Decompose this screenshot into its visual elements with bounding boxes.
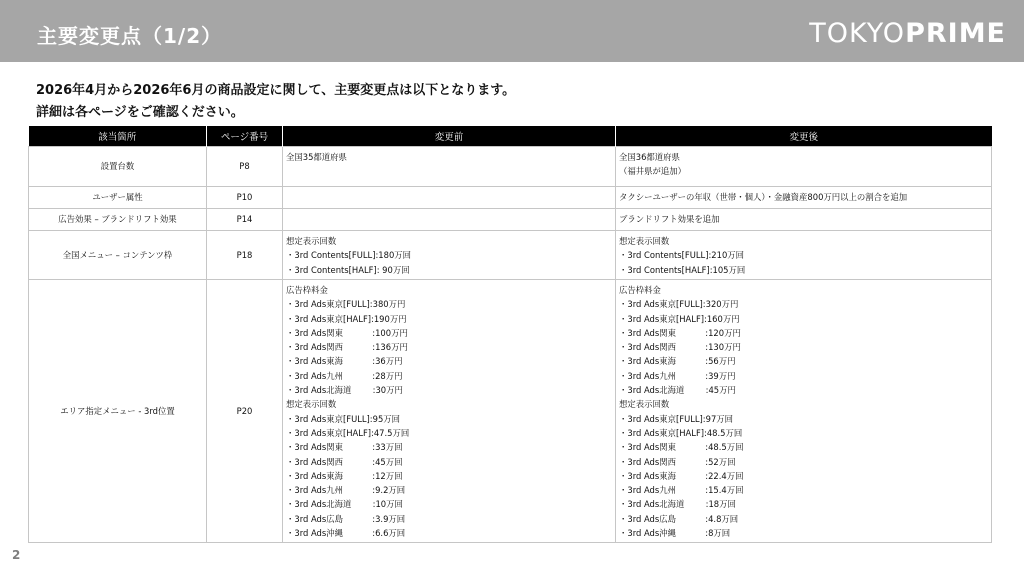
- cell-line: ブランドリフト効果を追加: [619, 214, 720, 224]
- cell-line: ・3rd Ads東京[HALF]:47.5万回: [286, 427, 410, 438]
- table-row: [29, 209, 992, 231]
- logo-part-tokyo: TOKYO: [809, 18, 906, 49]
- cell-before: [283, 187, 616, 209]
- cell-before: [283, 147, 616, 187]
- cell-line: 広告枠料金: [286, 285, 328, 295]
- cell-line: ・3rd Ads東海 :12万回: [286, 470, 403, 481]
- slide-header: [0, 0, 1024, 62]
- header-before: 変更前: [283, 126, 616, 147]
- page-number: 2: [12, 548, 21, 562]
- cell-line: ・3rd Ads関西 :45万回: [286, 456, 403, 467]
- cell-line: 全国36都道府県: [619, 152, 680, 162]
- cell-line: ・3rd Ads北海道 :30万円: [286, 385, 403, 396]
- cell-line: ・3rd Ads関東 :100万円: [286, 327, 408, 338]
- cell-before: [283, 209, 616, 231]
- cell-after: [616, 280, 992, 543]
- cell-line: ・3rd Ads東京[HALF]:190万円: [286, 313, 407, 324]
- cell-line: ・3rd Ads東京[FULL]:95万回: [286, 413, 401, 424]
- cell-after: [616, 187, 992, 209]
- cell-line: ・3rd Contents[HALF]:105万回: [619, 264, 746, 275]
- changes-table: [28, 126, 992, 543]
- cell-category: 広告効果 – ブランドリフト効果: [29, 209, 207, 231]
- cell-category: ユーザー属性: [29, 187, 207, 209]
- cell-line: ・3rd Ads北海道 :18万回: [619, 499, 736, 510]
- cell-line: （福井県が追加）: [619, 166, 686, 177]
- cell-page: P10: [207, 187, 283, 209]
- cell-line: 想定表示回数: [286, 236, 337, 246]
- cell-line: ・3rd Ads九州 :15.4万回: [619, 485, 744, 496]
- cell-line: ・3rd Contents[FULL]:180万回: [286, 250, 412, 261]
- header-after: 変更後: [616, 126, 992, 147]
- brand-logo: [809, 20, 1006, 47]
- cell-line: ・3rd Ads関東 :48.5万回: [619, 442, 744, 453]
- logo-part-prime: PRIME: [905, 18, 1006, 49]
- cell-category: 設置台数: [29, 147, 207, 187]
- cell-page: P14: [207, 209, 283, 231]
- cell-line: ・3rd Contents[FULL]:210万回: [619, 250, 745, 261]
- cell-line: 全国35都道府県: [286, 152, 347, 162]
- cell-line: ・3rd Ads北海道 :10万回: [286, 499, 403, 510]
- cell-after: [616, 209, 992, 231]
- intro-text: [36, 80, 515, 124]
- cell-line: ・3rd Ads東京[HALF]:160万円: [619, 313, 740, 324]
- cell-before: [283, 231, 616, 280]
- cell-page: P20: [207, 280, 283, 543]
- cell-line: ・3rd Contents[HALF]: 90万回: [286, 264, 410, 275]
- cell-line: ・3rd Ads東京[HALF]:48.5万回: [619, 427, 743, 438]
- cell-line: ・3rd Ads東京[FULL]:320万円: [619, 299, 739, 310]
- cell-category: エリア指定メニュー - 3rd位置: [29, 280, 207, 543]
- slide-title: 主要変更点（1/2）: [37, 24, 223, 48]
- cell-page: P8: [207, 147, 283, 187]
- cell-line: ・3rd Ads北海道 :45万円: [619, 385, 736, 396]
- cell-line: 想定表示回数: [619, 399, 670, 410]
- cell-category: 全国メニュー – コンテンツ枠: [29, 231, 207, 280]
- intro-line-1: 2026年4月から2026年6月の商品設定に関して、主要変更点は以下となります。: [36, 83, 516, 98]
- cell-line: 広告枠料金: [619, 285, 661, 295]
- cell-line: ・3rd Ads東海 :56万円: [619, 356, 736, 367]
- cell-line: ・3rd Ads関西 :136万円: [286, 342, 408, 353]
- cell-line: ・3rd Ads沖縄 :8万回: [619, 528, 731, 539]
- intro-line-2: 詳細は各ページをご確認ください。: [36, 105, 244, 120]
- table-row: [29, 147, 992, 187]
- cell-line: ・3rd Ads東京[FULL]:380万円: [286, 299, 406, 310]
- cell-line: ・3rd Ads九州 :9.2万回: [286, 485, 406, 496]
- header-location: 該当箇所: [29, 126, 207, 147]
- cell-line: ・3rd Ads東海 :22.4万回: [619, 470, 744, 481]
- cell-page: P18: [207, 231, 283, 280]
- cell-after: [616, 147, 992, 187]
- header-page-number: ページ番号: [207, 126, 283, 147]
- cell-line: ・3rd Ads沖縄 :6.6万回: [286, 528, 406, 539]
- table-row: [29, 280, 992, 543]
- table-row: [29, 187, 992, 209]
- cell-line: ・3rd Ads関東 :120万円: [619, 327, 741, 338]
- cell-line: ・3rd Ads関西 :52万回: [619, 456, 736, 467]
- cell-line: ・3rd Ads東京[FULL]:97万回: [619, 413, 734, 424]
- cell-line: ・3rd Ads東海 :36万円: [286, 356, 403, 367]
- cell-before: [283, 280, 616, 543]
- cell-after: [616, 231, 992, 280]
- cell-line: ・3rd Ads関西 :130万円: [619, 342, 741, 353]
- cell-line: タクシーユーザーの年収（世帯・個人）・金融資産800万円以上の割合を追加: [619, 192, 908, 202]
- cell-line: ・3rd Ads九州 :28万円: [286, 370, 403, 381]
- cell-line: ・3rd Ads九州 :39万円: [619, 370, 736, 381]
- cell-line: 想定表示回数: [619, 236, 670, 246]
- cell-line: ・3rd Ads広島 :4.8万回: [619, 513, 739, 524]
- table-header-row: [29, 126, 992, 147]
- table-row: [29, 231, 992, 280]
- cell-line: ・3rd Ads関東 :33万回: [286, 442, 403, 453]
- cell-line: 想定表示回数: [286, 399, 337, 410]
- cell-line: ・3rd Ads広島 :3.9万回: [286, 513, 406, 524]
